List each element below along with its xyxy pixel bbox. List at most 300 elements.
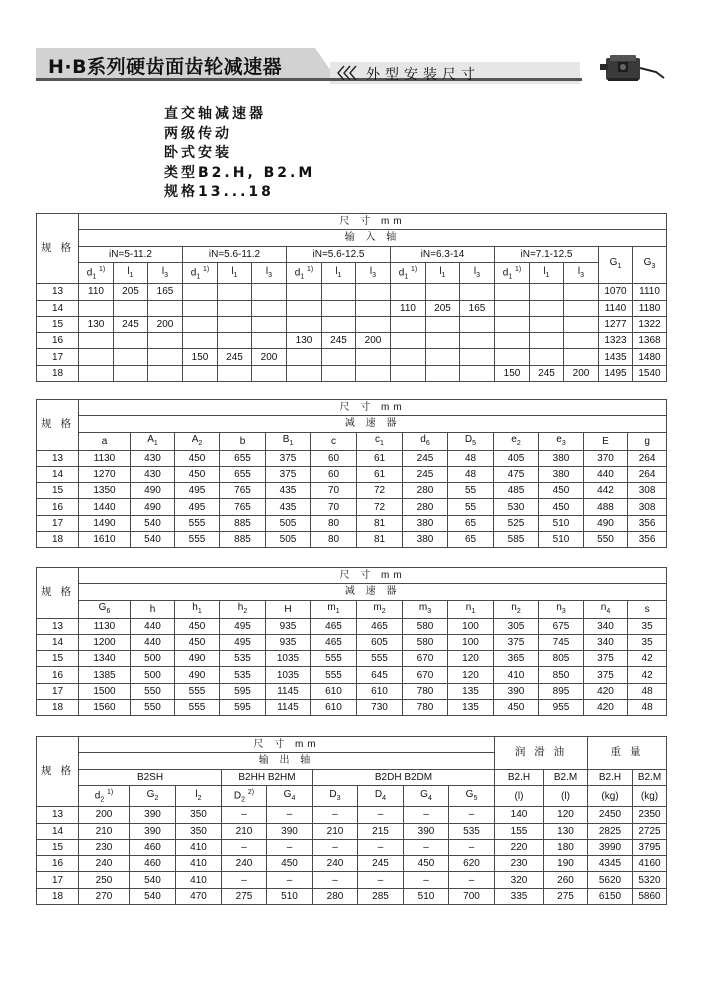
table-cell: 435 — [266, 499, 311, 515]
oil-col-b2m: B2.M — [544, 769, 588, 785]
table-row — [37, 667, 667, 683]
col-header-d6: $d_6$ — [403, 432, 448, 450]
col-header-D5: $D_5$ — [448, 432, 494, 450]
table-cell: 805 — [539, 651, 584, 667]
table-cell — [218, 284, 252, 300]
table-cell: – — [449, 807, 495, 823]
table-cell: 1145 — [266, 700, 311, 716]
table-cell: 780 — [403, 700, 448, 716]
table-cell: 1130 — [79, 450, 131, 466]
table-cell: 450 — [539, 483, 584, 499]
table-cell — [460, 365, 495, 381]
table-cell: 410 — [494, 667, 539, 683]
table-cell: 470 — [176, 888, 222, 904]
table-cell — [356, 316, 391, 332]
table-cell: 180 — [544, 839, 588, 855]
table-cell: 510 — [404, 888, 449, 904]
col-header-m2: $m_2$ — [357, 600, 403, 618]
table-cell: – — [358, 839, 404, 855]
table-cell: 35 — [628, 618, 667, 634]
row-size-label: 13 — [37, 618, 79, 634]
unit-kg: (kg) — [588, 785, 633, 806]
table-cell: 895 — [539, 683, 584, 699]
col-header-g: g — [628, 432, 667, 450]
table-row — [37, 618, 667, 634]
table-cell: 2450 — [588, 807, 633, 823]
table-cell — [426, 316, 460, 332]
table-cell: – — [404, 807, 449, 823]
table-cell: 190 — [544, 856, 588, 872]
col-header-d1: $d_1$ $^{1)}$ — [183, 262, 218, 283]
spec-header: 规 格 — [37, 214, 79, 284]
ratio-header: iN=7.1-12.5 — [495, 246, 599, 262]
table-row — [37, 466, 667, 482]
row-size-label: 16 — [37, 499, 79, 515]
row-size-label: 18 — [37, 532, 79, 548]
table-cell — [183, 365, 218, 381]
table-cell: 555 — [311, 667, 357, 683]
table-cell: 1495 — [599, 365, 633, 381]
table-row — [37, 634, 667, 650]
table-cell: 765 — [220, 499, 266, 515]
table-cell: – — [313, 807, 358, 823]
table-cell: 505 — [266, 532, 311, 548]
table-row — [37, 807, 667, 823]
table-cell: 1340 — [79, 651, 131, 667]
table-cell: 6150 — [588, 888, 633, 904]
table-cell: 1145 — [266, 683, 311, 699]
table-cell — [356, 365, 391, 381]
table-cell: – — [449, 839, 495, 855]
table-cell: 1610 — [79, 532, 131, 548]
table-cell — [564, 316, 599, 332]
table-cell: 135 — [448, 683, 494, 699]
table-cell: 1385 — [79, 667, 131, 683]
col-header-D3: $D_3$ — [313, 785, 358, 806]
table-cell: 250 — [79, 872, 130, 888]
table-cell: 580 — [403, 618, 448, 634]
table-cell: 1200 — [79, 634, 131, 650]
table-cell: 410 — [176, 839, 222, 855]
col-header-A1: $A_1$ — [131, 432, 175, 450]
table-cell: 405 — [494, 450, 539, 466]
table-cell: 260 — [544, 872, 588, 888]
table-cell: 390 — [267, 823, 313, 839]
table-cell: 460 — [130, 856, 176, 872]
table-cell — [218, 316, 252, 332]
table-cell: 1500 — [79, 683, 131, 699]
table-cell: 245 — [322, 333, 356, 349]
col-header-D4: $D_4$ — [358, 785, 404, 806]
table-cell: 110 — [391, 300, 426, 316]
table-cell — [495, 316, 530, 332]
table-cell: 585 — [494, 532, 539, 548]
unit-litre: (l) — [495, 785, 544, 806]
table-cell: 210 — [222, 823, 267, 839]
table-cell — [79, 333, 114, 349]
table-cell — [114, 349, 148, 365]
table-row — [37, 333, 667, 349]
table-cell: 620 — [449, 856, 495, 872]
page-subtitle: 外型安装尺寸 — [366, 67, 480, 83]
table-cell — [287, 300, 322, 316]
col-header-l1: $l_1$ — [426, 262, 460, 283]
col-header-g1: $G_1$ — [599, 246, 633, 284]
table-cell: 130 — [79, 316, 114, 332]
table-cell: 850 — [539, 667, 584, 683]
reducer-dimensions-table-1 — [36, 399, 667, 548]
table-cell: 305 — [494, 618, 539, 634]
table-row — [37, 839, 667, 855]
col-header-l1: $l_1$ — [322, 262, 356, 283]
table-cell: 450 — [175, 634, 220, 650]
table-cell: 495 — [175, 499, 220, 515]
row-size-label: 14 — [37, 300, 79, 316]
table-cell: 540 — [131, 515, 175, 531]
table-cell — [322, 316, 356, 332]
table-cell: 55 — [448, 499, 494, 515]
table-cell: 200 — [79, 807, 130, 823]
table-cell: 42 — [628, 651, 667, 667]
table-cell — [183, 284, 218, 300]
weight-col-b2h: B2.H — [588, 769, 633, 785]
table-cell: 380 — [403, 515, 448, 531]
table-cell: – — [222, 807, 267, 823]
row-size-label: 16 — [37, 333, 79, 349]
table-cell — [148, 300, 183, 316]
table-cell: 488 — [584, 499, 628, 515]
table-cell — [356, 284, 391, 300]
table-cell: 490 — [175, 651, 220, 667]
table-cell — [426, 349, 460, 365]
table-cell — [564, 333, 599, 349]
row-size-label: 15 — [37, 839, 79, 855]
table-cell — [564, 284, 599, 300]
table-cell — [564, 349, 599, 365]
row-size-label: 18 — [37, 888, 79, 904]
weight-header: 重 量 — [588, 737, 667, 770]
table-cell — [460, 316, 495, 332]
table-cell: 610 — [311, 700, 357, 716]
table-cell: 264 — [628, 450, 667, 466]
table-cell: 308 — [628, 499, 667, 515]
table-cell — [148, 333, 183, 349]
table-cell: 410 — [176, 856, 222, 872]
table-row — [37, 872, 667, 888]
table-cell: 165 — [148, 284, 183, 300]
table-cell: 48 — [628, 683, 667, 699]
table-cell: 356 — [628, 515, 667, 531]
table-cell: 555 — [175, 532, 220, 548]
row-size-label: 15 — [37, 316, 79, 332]
table-cell: 165 — [460, 300, 495, 316]
table-cell — [252, 365, 287, 381]
table-cell: 80 — [311, 515, 357, 531]
table-cell: 150 — [495, 365, 530, 381]
table-cell: 365 — [494, 651, 539, 667]
ratio-header: iN=5-11.2 — [79, 246, 183, 262]
product-description — [164, 105, 315, 203]
table-cell — [391, 349, 426, 365]
row-size-label: 13 — [37, 284, 79, 300]
table-cell: 540 — [130, 872, 176, 888]
table-row — [37, 349, 667, 365]
table-row — [37, 856, 667, 872]
table-cell: 510 — [539, 532, 584, 548]
table-cell: 1270 — [79, 466, 131, 482]
col-header-s: s — [628, 600, 667, 618]
table-cell: 1180 — [633, 300, 667, 316]
table-cell: 3795 — [633, 839, 667, 855]
unit-header: 尺 寸 mm — [79, 737, 495, 753]
table-cell: 375 — [584, 651, 628, 667]
table-cell: 4345 — [588, 856, 633, 872]
row-size-label: 17 — [37, 683, 79, 699]
table-cell: 675 — [539, 618, 584, 634]
table-cell: 48 — [628, 700, 667, 716]
table-cell: 375 — [266, 450, 311, 466]
table-cell: 275 — [544, 888, 588, 904]
col-header-d1: $d_1$ $^{1)}$ — [79, 262, 114, 283]
table-cell: – — [358, 872, 404, 888]
table-cell — [495, 349, 530, 365]
table-cell: 530 — [494, 499, 539, 515]
table-cell: 80 — [311, 532, 357, 548]
table-cell: 150 — [183, 349, 218, 365]
table-cell: 1130 — [79, 618, 131, 634]
table-cell: 655 — [220, 450, 266, 466]
table-cell: 380 — [539, 450, 584, 466]
table-cell: 380 — [403, 532, 448, 548]
row-size-label: 16 — [37, 856, 79, 872]
table-cell — [218, 300, 252, 316]
col-header-l3: $l_3$ — [148, 262, 183, 283]
col-header-d1: $d_1$ $^{1)}$ — [495, 262, 530, 283]
col-header-n2: $n_2$ — [494, 600, 539, 618]
table-cell — [114, 300, 148, 316]
ratio-header: iN=5.6-11.2 — [183, 246, 287, 262]
table-cell: 440 — [584, 466, 628, 482]
col-header-l1: $l_1$ — [530, 262, 564, 283]
row-size-label: 17 — [37, 872, 79, 888]
oil-col-b2h: B2.H — [495, 769, 544, 785]
table-cell: – — [222, 872, 267, 888]
table-cell: 200 — [252, 349, 287, 365]
row-size-label: 17 — [37, 349, 79, 365]
table-cell: 48 — [448, 450, 494, 466]
table-cell — [79, 349, 114, 365]
table-cell: 595 — [220, 700, 266, 716]
table-cell — [460, 284, 495, 300]
table-cell: 110 — [79, 284, 114, 300]
table-cell: 81 — [357, 515, 403, 531]
col-header-g3: $G_3$ — [633, 246, 667, 284]
table-cell: 555 — [175, 683, 220, 699]
unit-header: 尺 寸 mm — [79, 568, 667, 584]
table-cell — [252, 333, 287, 349]
table-cell — [391, 333, 426, 349]
col-header-D2: $D_2$ $^{2)}$ — [222, 785, 267, 806]
table-cell: 610 — [357, 683, 403, 699]
table-cell: 555 — [175, 700, 220, 716]
col-header-m3: $m_3$ — [403, 600, 448, 618]
table-cell: 140 — [495, 807, 544, 823]
table-cell: – — [449, 872, 495, 888]
table-cell — [460, 333, 495, 349]
col-header-l3: $l_3$ — [460, 262, 495, 283]
table-cell: 500 — [131, 651, 175, 667]
table-cell — [322, 365, 356, 381]
table-cell: 1368 — [633, 333, 667, 349]
table-cell — [218, 333, 252, 349]
table-cell: 375 — [266, 466, 311, 482]
table-cell: 245 — [530, 365, 564, 381]
table-cell — [426, 284, 460, 300]
table-row — [37, 515, 667, 531]
table-cell: 120 — [544, 807, 588, 823]
group-header: 减 速 器 — [79, 584, 667, 600]
table-row — [37, 450, 667, 466]
table-row — [37, 483, 667, 499]
col-header-b: b — [220, 432, 266, 450]
table-cell: 605 — [357, 634, 403, 650]
table-cell: 350 — [176, 823, 222, 839]
table-row — [37, 365, 667, 381]
row-size-label: 17 — [37, 515, 79, 531]
table-cell — [460, 349, 495, 365]
table-cell: 495 — [220, 618, 266, 634]
table-cell: 450 — [175, 450, 220, 466]
table-cell — [322, 284, 356, 300]
table-cell: 780 — [403, 683, 448, 699]
table-cell: 490 — [131, 483, 175, 499]
row-size-label: 16 — [37, 667, 79, 683]
table-cell — [356, 349, 391, 365]
table-cell: – — [404, 839, 449, 855]
subgroup-b2hh: B2HH B2HM — [222, 769, 313, 785]
table-cell: 215 — [358, 823, 404, 839]
table-cell: 700 — [449, 888, 495, 904]
table-cell: 210 — [79, 823, 130, 839]
table-cell: 1323 — [599, 333, 633, 349]
table-cell — [287, 316, 322, 332]
table-cell: 230 — [79, 839, 130, 855]
table-cell: 955 — [539, 700, 584, 716]
subgroup-b2sh: B2SH — [79, 769, 222, 785]
table-cell: 72 — [357, 499, 403, 515]
table-cell: 555 — [175, 515, 220, 531]
table-cell: 335 — [495, 888, 544, 904]
row-size-label: 14 — [37, 466, 79, 482]
row-size-label: 13 — [37, 807, 79, 823]
table-cell: 495 — [175, 483, 220, 499]
col-header-l3: $l_3$ — [252, 262, 287, 283]
table-cell: 130 — [544, 823, 588, 839]
table-cell: 72 — [357, 483, 403, 499]
col-header-a: a — [79, 432, 131, 450]
table-cell — [114, 365, 148, 381]
reducer-dimensions-table-2 — [36, 567, 667, 716]
table-cell: 320 — [495, 872, 544, 888]
col-header-l2: $l_2$ — [176, 785, 222, 806]
table-cell: 610 — [311, 683, 357, 699]
table-cell: 70 — [311, 483, 357, 499]
table-cell: 450 — [267, 856, 313, 872]
table-cell: 65 — [448, 532, 494, 548]
table-cell — [495, 300, 530, 316]
table-cell — [322, 300, 356, 316]
table-row — [37, 284, 667, 300]
desc-line-size: 规格13...18 — [164, 184, 274, 200]
table-cell: 375 — [494, 634, 539, 650]
table-cell: 510 — [539, 515, 584, 531]
col-header-c1: $c_1$ — [357, 432, 403, 450]
spec-header: 规 格 — [37, 400, 79, 451]
row-size-label: 18 — [37, 365, 79, 381]
row-size-label: 14 — [37, 823, 79, 839]
table-cell: 550 — [584, 532, 628, 548]
group-header: 减 速 器 — [79, 416, 667, 432]
table-cell — [391, 365, 426, 381]
table-cell: 390 — [494, 683, 539, 699]
table-cell: 210 — [313, 823, 358, 839]
table-cell — [183, 316, 218, 332]
table-cell: 1035 — [266, 667, 311, 683]
table-cell: 275 — [222, 888, 267, 904]
desc-line-stages: 两级传动 — [164, 125, 232, 142]
col-header-m1: $m_1$ — [311, 600, 357, 618]
table-cell: 308 — [628, 483, 667, 499]
table-cell — [252, 284, 287, 300]
table-cell: 240 — [79, 856, 130, 872]
table-row — [37, 651, 667, 667]
table-cell: 35 — [628, 634, 667, 650]
table-cell: 375 — [584, 667, 628, 683]
row-size-label: 18 — [37, 700, 79, 716]
col-header-h2: $h_2$ — [220, 600, 266, 618]
table-cell: 135 — [448, 700, 494, 716]
table-cell: 420 — [584, 683, 628, 699]
table-cell — [218, 365, 252, 381]
table-cell: 356 — [628, 532, 667, 548]
table-cell: 280 — [313, 888, 358, 904]
table-cell: 245 — [114, 316, 148, 332]
unit-header: 尺 寸 mm — [79, 400, 667, 416]
table-cell: 435 — [266, 483, 311, 499]
col-header-G6: $G_6$ — [79, 600, 131, 618]
table-cell: 485 — [494, 483, 539, 499]
table-cell: 1277 — [599, 316, 633, 332]
row-size-label: 13 — [37, 450, 79, 466]
table-cell — [322, 349, 356, 365]
table-cell: 60 — [311, 466, 357, 482]
table-cell: 1070 — [599, 284, 633, 300]
table-row — [37, 683, 667, 699]
table-cell: 535 — [220, 667, 266, 683]
table-cell: 5860 — [633, 888, 667, 904]
ratio-header: iN=6.3-14 — [391, 246, 495, 262]
unit-header: 尺 寸 mm — [79, 214, 667, 230]
table-cell: 670 — [403, 667, 448, 683]
table-cell: 450 — [539, 499, 584, 515]
table-cell — [530, 316, 564, 332]
table-cell: 450 — [175, 466, 220, 482]
row-size-label: 15 — [37, 483, 79, 499]
col-header-l1: $l_1$ — [114, 262, 148, 283]
table-cell: 442 — [584, 483, 628, 499]
table-cell: 270 — [79, 888, 130, 904]
table-cell: 935 — [266, 634, 311, 650]
